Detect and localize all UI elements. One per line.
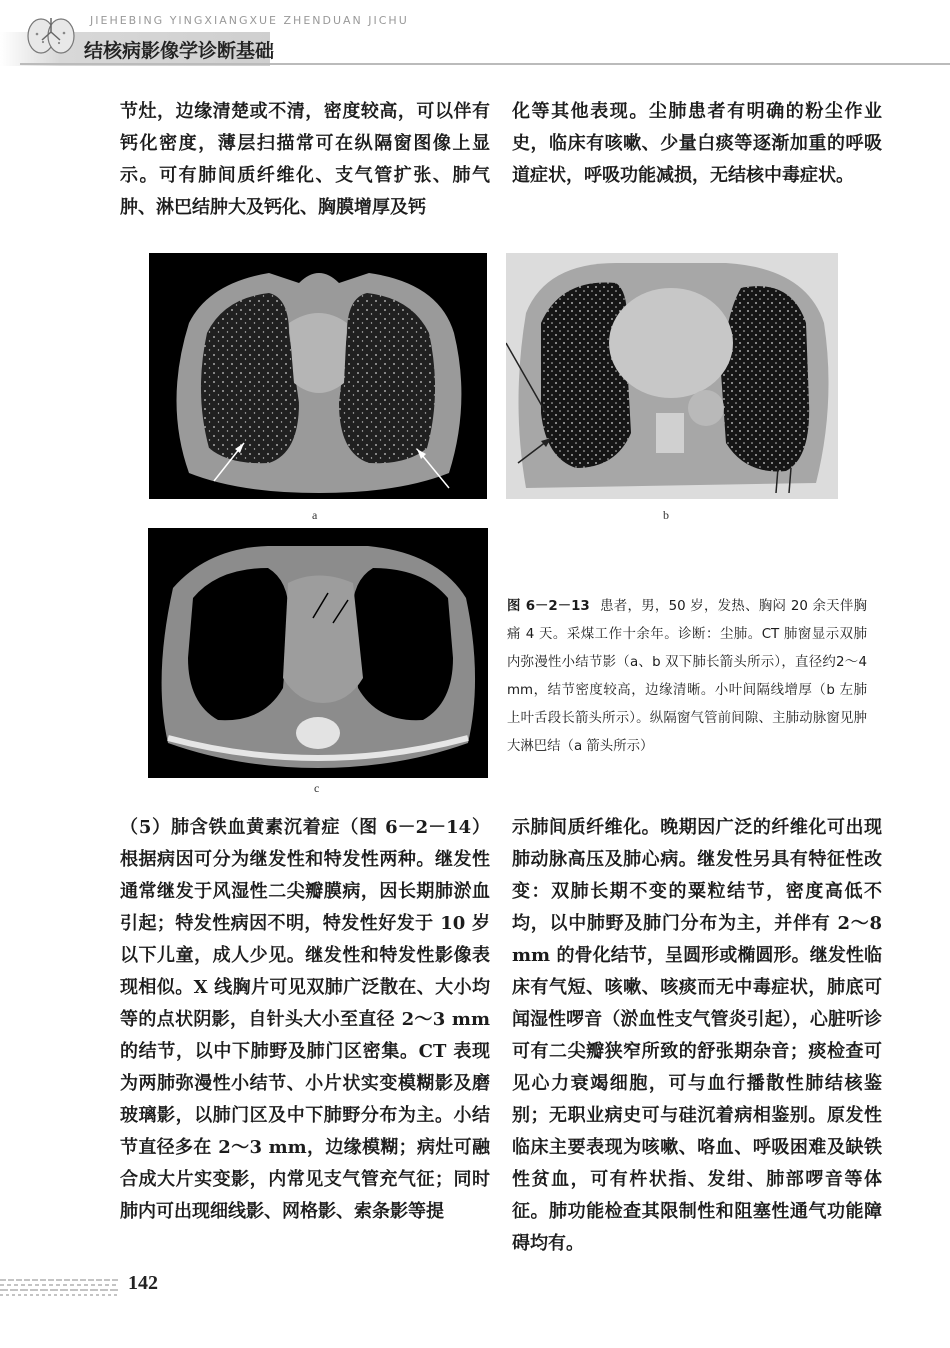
footer-decoration <box>0 1278 118 1298</box>
top-left-paragraph <box>120 96 490 224</box>
ct-image-c <box>148 528 488 778</box>
paragraph-text: （5）肺含铁血黄素沉着症（图 6－2－14） 根据病因可分为继发性和特发性两种。继发性通常继发于风湿性二尖瓣膜病，因长期肺淤血引起；特发性病因不明，特发性好发于 10 岁以下儿童，成人少见。继发性和特发性影像表现相似。X 线胸片可见双肺广泛散在、大小均等的点状阴影，自针头大小至直径 2～3 mm 的结节，以中下肺野及肺门区密集。CT 表现为两肺弥漫性小结节、小片状实变模糊影及磨玻璃影，以肺门区及中下肺野分布为主。小结节直径多在 2～3 mm，边缘模糊；病灶可融合成大片实变影，内常见支气管充气征；同时肺内可出现细线影、网格影、索条影等提 <box>120 817 490 1222</box>
page-number: 142 <box>128 1272 158 1294</box>
paragraph-text: 化等其他表现。尘肺患者有明确的粉尘作业史，临床有咳嗽、少量白痰等逐渐加重的呼吸道症状，呼吸功能减损，无结核中毒症状。 <box>512 101 882 186</box>
panel-label-c: c <box>314 781 320 795</box>
bottom-left-paragraph <box>120 812 490 1228</box>
paragraph-text: 示肺间质纤维化。晚期因广泛的纤维化可出现肺动脉高压及肺心病。继发性另具有特征性改变：双肺长期不变的粟粒结节，密度高低不均，以中肺野及肺门分布为主，并伴有 2～8 mm 的骨化结节，呈圆形或椭圆形。继发性临床有气短、咳嗽、咳痰而无中毒症状，肺底可闻湿性啰音（淤血性支气管炎引起），心脏听诊可有二尖瓣狭窄所致的舒张期杂音；痰检查可见心力衰竭细胞，可与血行播散性肺结核鉴别；无职业病史可与硅沉着病相鉴别。原发性临床主要表现为咳嗽、咯血、呼吸困难及缺铁性贫血，可有杵状指、发绀、肺部啰音等体征。肺功能检查其限制性和阻塞性通气功能障碍均有。 <box>512 817 882 1254</box>
running-head-title: 结核病影像学诊断基础 <box>84 40 275 62</box>
lungs-logo-icon <box>22 14 80 56</box>
panel-label-a: a <box>312 508 318 522</box>
figure-caption <box>507 593 867 761</box>
top-right-paragraph <box>512 96 882 192</box>
ct-image-a <box>149 253 487 499</box>
header-rule <box>20 63 950 65</box>
caption-text: 患者，男，50 岁，发热、胸闷 20 余天伴胸痛 4 天。采煤工作十余年。诊断：尘肺。CT 肺窗显示双肺内弥漫性小结节影（a、b 双下肺长箭头所示），直径约2～4 mm，结节密度较高，边缘清晰。小叶间隔线增厚（b 左肺上叶舌段长箭头所示）。纵隔窗气管前间隙、主肺动脉窗见肿大淋巴结（a 箭头所示） <box>507 599 867 754</box>
bottom-right-paragraph <box>512 812 882 1260</box>
panel-label-b: b <box>663 508 669 522</box>
figure-id: 图 6－2－13 <box>507 599 590 614</box>
ct-image-b <box>506 253 838 499</box>
paragraph-text: 节灶，边缘清楚或不清，密度较高，可以伴有钙化密度，薄层扫描常可在纵隔窗图像上显示。可有肺间质纤维化、支气管扩张、肺气肿、淋巴结肿大及钙化、胸膜增厚及钙 <box>120 101 490 218</box>
header-pinyin: JIEHEBING YINGXIANGXUE ZHENDUAN JICHU <box>90 14 409 27</box>
